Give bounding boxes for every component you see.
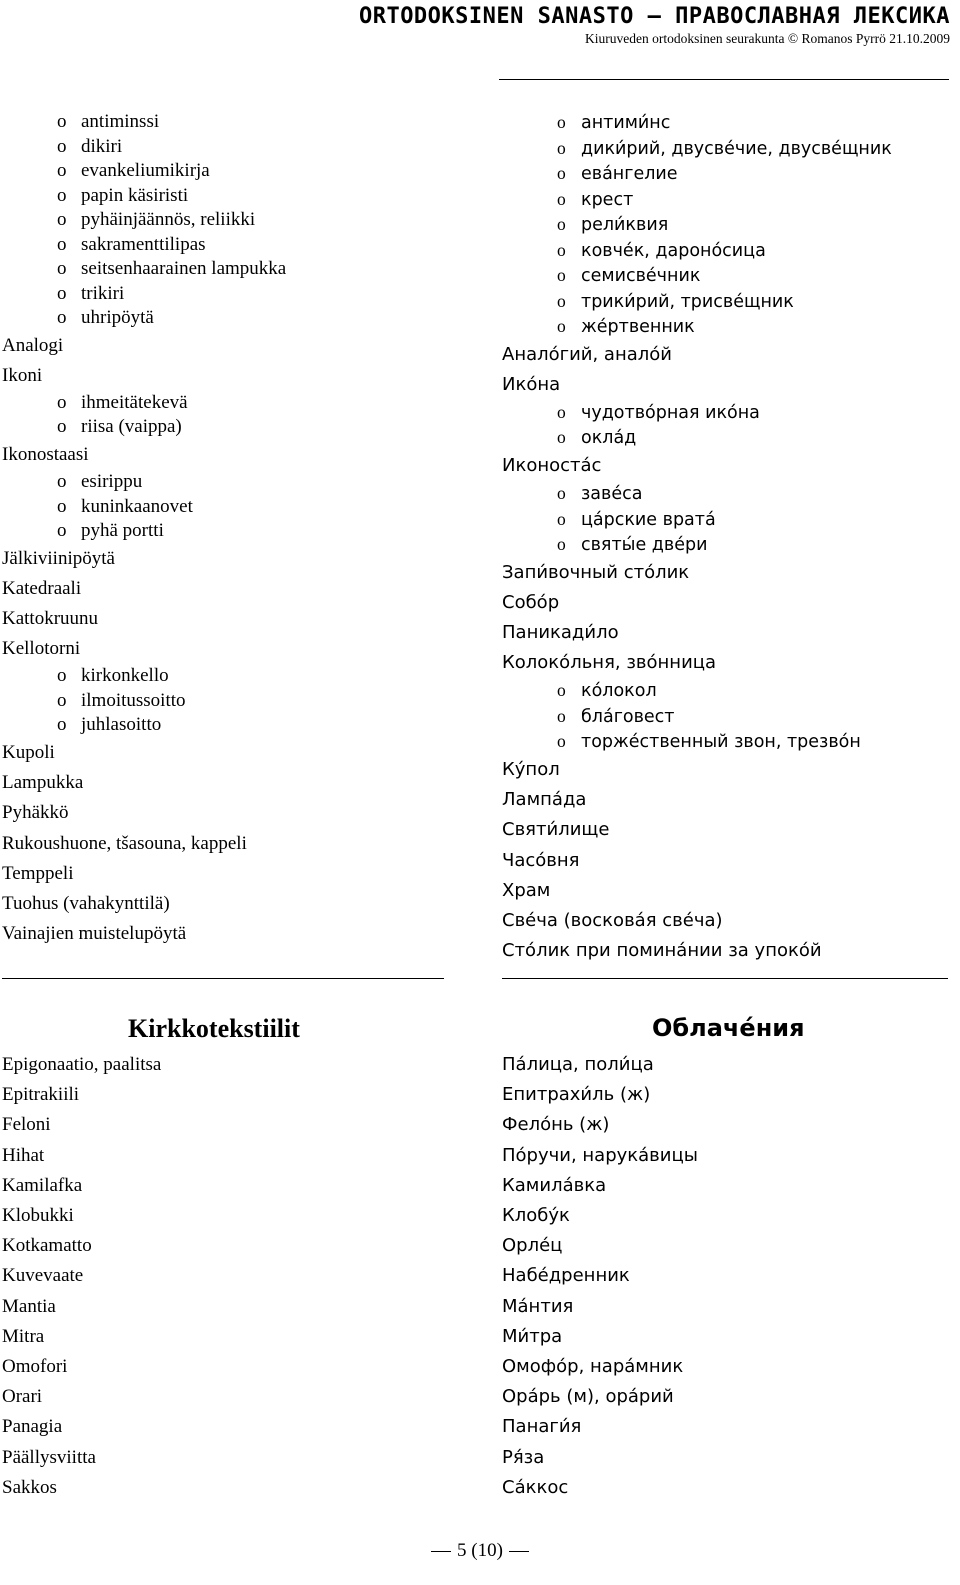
bullet-marker: o (557, 290, 566, 311)
bullet-marker: o (57, 416, 67, 438)
term-row (502, 110, 892, 136)
bullet-marker: o (557, 163, 566, 183)
page-footer (425, 1540, 535, 1562)
term-row (2, 495, 286, 520)
bullet-marker: o (57, 135, 67, 157)
term-text: dikiri (81, 135, 123, 157)
term-text: антими́нс (581, 113, 671, 133)
term-row: Hihat (2, 1144, 45, 1166)
term-text: Kellotorni (2, 638, 81, 660)
term-text: Kupoli (2, 741, 55, 763)
term-text: Храм (502, 879, 551, 901)
term-text: Запи́вочный сто́лик (502, 561, 690, 583)
term-row (502, 876, 892, 906)
term-text: крест (581, 189, 634, 210)
term-row: Камила́вка (502, 1174, 607, 1196)
term-row: Mitra (2, 1325, 45, 1347)
page-number: 5 (10) (457, 1540, 503, 1561)
term-row (502, 755, 892, 785)
term-row (502, 729, 892, 755)
term-row (502, 815, 892, 845)
term-row (502, 936, 892, 966)
term-row (502, 906, 892, 936)
term-text: Собо́р (502, 591, 560, 613)
term-text: juhlasoitto (81, 714, 162, 736)
term-row: Mantia (2, 1295, 56, 1317)
term-row (2, 233, 286, 258)
term-text: esirippu (81, 471, 143, 493)
term-row (502, 532, 892, 558)
term-text: трики́рий, трисве́щник (581, 291, 794, 312)
term-row: Епитрахи́ль (ж) (502, 1084, 651, 1106)
bullet-marker: o (57, 184, 67, 206)
term-row: Päällysviitta (2, 1446, 96, 1468)
term-row: Ря́за (502, 1446, 545, 1468)
bullet-marker: o (557, 508, 566, 529)
term-row (502, 558, 892, 588)
term-row (2, 282, 286, 307)
bullet-marker: o (57, 209, 67, 230)
term-text: Ико́на (502, 373, 561, 395)
term-text: Vainajien muistelupöytä (2, 923, 187, 945)
term-row (2, 306, 286, 331)
term-text: святы́е две́ри (581, 535, 708, 556)
bullet-marker: o (57, 689, 67, 711)
term-text: Сто́лик при помина́нии за упоко́й (502, 940, 822, 962)
term-row (502, 451, 892, 481)
term-row (2, 859, 286, 889)
term-text: Све́ча (воскова́я све́ча) (502, 909, 723, 931)
term-row: Фело́нь (ж) (502, 1114, 610, 1136)
term-text: ко́локол (581, 681, 657, 702)
term-text: Rukoushuone, tšasouna, kappeli (2, 832, 247, 854)
term-row (2, 208, 286, 233)
bullet-marker: o (557, 214, 566, 234)
bullet-marker: o (557, 483, 566, 504)
term-text: Temppeli (2, 862, 74, 884)
term-text: sakramenttilipas (81, 233, 206, 255)
term-row: Kamilafka (2, 1174, 83, 1196)
term-row: По́ручи, нарука́вицы (502, 1144, 698, 1166)
term-text: Jälkiviinipöytä (2, 547, 115, 569)
bullet-marker: o (57, 520, 67, 542)
bullet-marker: o (557, 112, 566, 132)
term-row (2, 829, 286, 859)
bullet-marker: o (57, 111, 67, 132)
term-text: Колоко́льня, зво́нница (502, 652, 717, 674)
footer-dash-left (431, 1551, 451, 1552)
bullet-marker: o (57, 307, 67, 328)
term-row: Sakkos (2, 1476, 57, 1498)
term-row (2, 184, 286, 209)
term-text: Pyhäkkö (2, 802, 69, 824)
finnish-term-list (2, 110, 286, 949)
term-row (502, 212, 892, 238)
bullet-marker: o (557, 534, 566, 555)
header-rule (499, 79, 949, 80)
term-text: Часо́вня (502, 849, 580, 871)
term-row: Epigonaatio, paalitsa (2, 1054, 162, 1075)
term-row (502, 648, 892, 678)
term-text: evankeliumikirja (81, 160, 210, 181)
bullet-marker: o (57, 282, 67, 304)
term-row: Омофо́р, нара́мник (502, 1356, 684, 1378)
russian-textile-list (502, 1050, 698, 1503)
term-text: торже́ственный звон, трезво́н (581, 732, 861, 753)
term-text: же́ртвенник (581, 317, 695, 337)
term-text: ihmeitätekevä (81, 391, 188, 413)
term-text: Ikonostaasi (2, 443, 89, 465)
term-text: Ку́пол (502, 758, 560, 780)
bullet-marker: o (557, 731, 566, 752)
term-row (502, 136, 892, 162)
bullet-marker: o (557, 265, 566, 285)
term-row (502, 785, 892, 815)
bullet-marker: o (557, 705, 566, 726)
term-row (2, 391, 286, 416)
term-text: ilmoitussoitto (81, 689, 186, 711)
term-text: Tuohus (vahakynttilä) (2, 892, 170, 914)
term-row: Панаги́я (502, 1416, 582, 1438)
term-row (2, 664, 286, 689)
document-title: ORTODOKSINEN SANASTO — ПРАВОСЛАВНАЯ ЛЕКСИКА (358, 4, 950, 29)
term-row: Panagia (2, 1416, 63, 1438)
term-row (502, 704, 892, 730)
term-row: Клобу́к (502, 1205, 570, 1227)
bullet-marker: o (557, 680, 566, 701)
finnish-textile-list (2, 1050, 161, 1503)
bullet-marker: o (57, 391, 67, 413)
term-text: Kattokruunu (2, 608, 99, 630)
term-text: papin käsiristi (81, 184, 189, 206)
finnish-section-heading: Kirkkotekstiilit (128, 1014, 300, 1043)
term-text: Analogi (2, 334, 64, 356)
bullet-marker: o (57, 233, 67, 255)
term-text: бла́говест (581, 706, 675, 727)
term-text: Lampukka (2, 772, 84, 794)
russian-term-list (502, 110, 892, 966)
term-row (2, 257, 286, 282)
term-row (2, 519, 286, 544)
term-row (502, 846, 892, 876)
term-row (502, 400, 892, 426)
bullet-marker: o (57, 665, 67, 687)
term-row: Epitrakiili (2, 1084, 80, 1106)
bullet-marker: o (557, 427, 566, 448)
term-text: pyhä portti (81, 520, 164, 542)
term-text: pyhäinjäännös, reliikki (81, 209, 256, 230)
bullet-marker: o (557, 316, 566, 336)
footer-dash-right (509, 1551, 529, 1552)
term-row (502, 187, 892, 213)
term-row (502, 370, 892, 400)
bullet-marker: o (57, 714, 67, 736)
bullet-marker: o (57, 160, 67, 181)
bullet-marker: o (557, 401, 566, 422)
term-row (502, 588, 892, 618)
right-divider (502, 978, 948, 979)
bullet-marker: o (57, 471, 67, 493)
bullet-marker: o (557, 137, 566, 158)
term-row: Ора́рь (м), ора́рий (502, 1386, 674, 1408)
term-row: Ми́тра (502, 1325, 563, 1347)
page-header (359, 4, 950, 47)
term-text: antiminssi (81, 111, 160, 132)
term-row (502, 289, 892, 315)
term-row (502, 618, 892, 648)
term-row: Па́лица, поли́ца (502, 1054, 654, 1075)
term-row (2, 440, 286, 470)
term-text: окла́д (581, 428, 637, 449)
term-row (2, 738, 286, 768)
term-row: Орле́ц (502, 1235, 563, 1257)
term-row (2, 768, 286, 798)
term-row (2, 159, 286, 184)
term-text: Святи́лище (502, 819, 610, 841)
term-row: Са́ккос (502, 1476, 569, 1498)
term-text: Ikoni (2, 364, 43, 386)
term-row (2, 604, 286, 634)
term-text: рели́квия (581, 215, 669, 235)
term-row: Feloni (2, 1114, 51, 1136)
term-text: kuninkaanovet (81, 495, 193, 517)
term-row (502, 678, 892, 704)
term-row (2, 544, 286, 574)
term-text: ца́рские врата́ (581, 509, 716, 530)
term-row (502, 507, 892, 533)
term-text: riisa (vaippa) (81, 416, 182, 438)
term-row: Набе́дренник (502, 1265, 630, 1287)
term-row (2, 415, 286, 440)
term-text: дики́рий, двусве́чие, двусве́щник (581, 138, 892, 159)
term-row (2, 331, 286, 361)
term-row: Kotkamatto (2, 1235, 92, 1257)
term-row (2, 798, 286, 828)
term-row (2, 634, 286, 664)
term-row (2, 574, 286, 604)
term-row (502, 263, 892, 289)
term-text: ковче́к, дароно́сица (581, 240, 766, 261)
term-text: Паникади́ло (502, 622, 619, 644)
document-subtitle: Kiuruveden ortodoksinen seurakunta © Romanos Pyrrö 21.10.2009 (585, 31, 950, 46)
term-row: Ма́нтия (502, 1295, 574, 1317)
term-text: seitsenhaarainen lampukka (81, 258, 287, 279)
term-row (2, 919, 286, 949)
term-row (2, 135, 286, 160)
russian-section-heading: Облаче́ния (652, 1014, 805, 1042)
term-row (2, 713, 286, 738)
bullet-marker: o (57, 495, 67, 517)
term-text: Анало́гий, анало́й (502, 343, 672, 365)
term-text: чудотво́рная ико́на (581, 402, 760, 423)
term-row (502, 238, 892, 264)
bullet-marker: o (557, 239, 566, 260)
term-text: Иконоста́с (502, 454, 602, 476)
term-row (502, 340, 892, 370)
term-row (502, 425, 892, 451)
term-row: Klobukki (2, 1205, 74, 1227)
term-row (502, 481, 892, 507)
term-text: Katedraali (2, 577, 82, 599)
term-row (2, 889, 286, 919)
term-text: семисве́чник (581, 266, 701, 286)
term-text: Лампа́да (502, 789, 587, 811)
left-divider (2, 978, 444, 979)
term-text: заве́са (581, 484, 643, 505)
term-row (502, 314, 892, 340)
term-row (2, 361, 286, 391)
term-text: kirkonkello (81, 665, 169, 687)
term-row (2, 110, 286, 135)
term-row (2, 689, 286, 714)
term-row (2, 470, 286, 495)
bullet-marker: o (557, 188, 566, 209)
term-text: uhripöytä (81, 307, 154, 328)
term-row (502, 161, 892, 187)
term-row: Kuvevaate (2, 1265, 84, 1287)
term-row: Orari (2, 1386, 43, 1408)
bullet-marker: o (57, 258, 67, 279)
term-text: trikiri (81, 282, 125, 304)
term-row: Omofori (2, 1356, 68, 1378)
term-text: ева́нгелие (581, 164, 678, 184)
